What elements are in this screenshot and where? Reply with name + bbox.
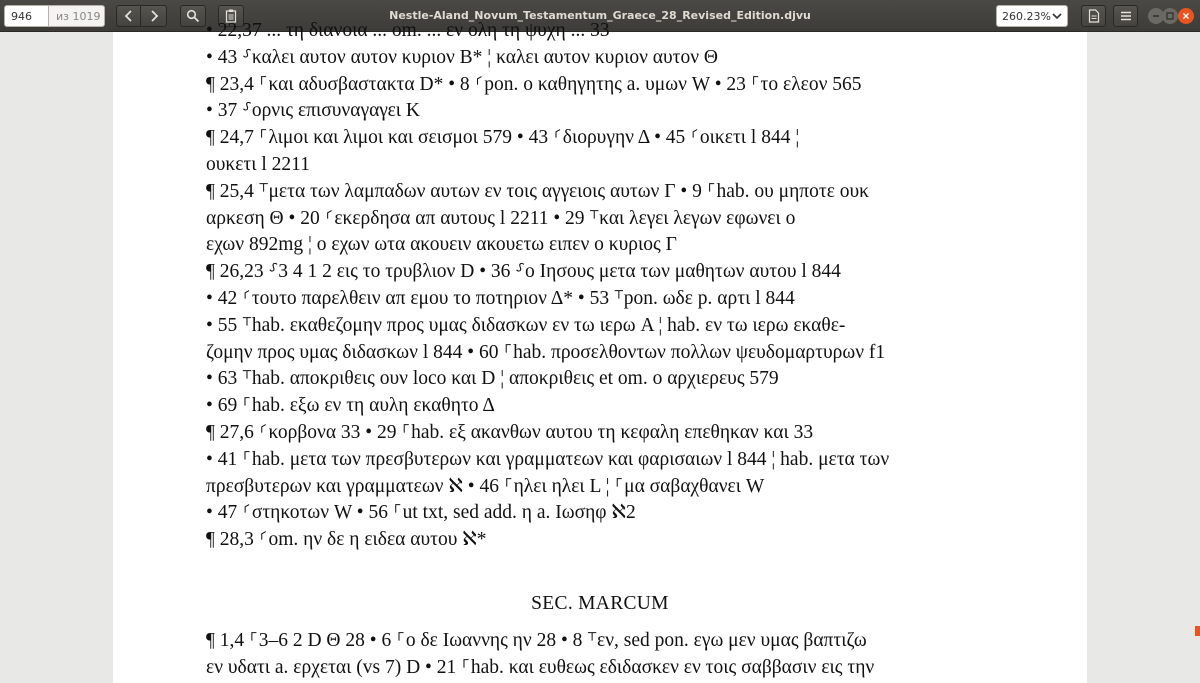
zoom-value: 260.23% — [1002, 10, 1051, 23]
text-line: • 42 ⸂τουτο παρελθειν απ εμου το ποτηριον Δ* • 53 ⸆pon. ωδε p. αρτι l 844 — [206, 288, 795, 309]
text-line: ζομην προς υμας διδασκων l 844 • 60 ⸀hab. προσελθοντων πολλων ψευδομαρτυρων f1 — [206, 341, 886, 363]
close-button[interactable] — [1178, 8, 1194, 24]
text-line: • 55 ⸆hab. εκαθεζομην προς υμας διδασκων εν τω ιερω A ¦ hab. εν τω ιερω εκαθε- — [206, 314, 846, 336]
text-line: εν υδατι a. ερχεται (vs 7) D • 21 ⸀hab. και ευθεως εδιδασκεν εν τοις σαββασιν εις την — [206, 656, 875, 678]
search-button[interactable] — [180, 5, 206, 27]
text-line: • 22,37 ... τη διανοια ... om. ... εν ολη τη ψυχη ... 33 — [206, 20, 610, 41]
close-icon — [1182, 12, 1190, 20]
menu-icon — [1120, 10, 1132, 22]
next-page-button[interactable] — [141, 5, 167, 27]
section-heading: SEC. MARCUM — [531, 593, 669, 614]
window-title: Nestle-Aland_Novum_Testamentum_Graece_28_Revised_Edition.djvu — [389, 9, 811, 22]
maximize-icon — [1166, 12, 1174, 20]
page-total-label: из 1019 — [49, 5, 105, 27]
text-line: ¶ 28,3 ⸂om. ην δε η ειδεα αυτου ℵ* — [206, 529, 487, 551]
text-line: ουκετι l 2211 — [206, 154, 310, 175]
text-line: • 37 ⸉ορνις επισυναγαγει K — [206, 100, 420, 122]
document-icon — [1088, 9, 1100, 23]
text-line: ¶ 1,4 ⸀3–6 2 D Θ 28 • 6 ⸀ο δε Ιωαννης ην 28 • 8 ⸆εν, sed pon. εγω μεν υμας βαπτιζω — [206, 630, 867, 651]
text-line: • 43 ⸉καλει αυτον αυτον κυριον B* ¦ καλει αυτον κυριον αυτον Θ — [206, 46, 718, 68]
document-page — [113, 20, 1087, 683]
previous-page-button[interactable] — [116, 5, 141, 27]
text-line: ¶ 27,6 ⸂κορβονα 33 • 29 ⸀hab. εξ ακανθων αυτου τη κεφαλη επεθηκαν και 33 — [206, 422, 814, 443]
minimize-icon — [1152, 12, 1160, 20]
menu-button[interactable] — [1113, 5, 1138, 27]
text-line: εχων 892mg ¦ ο εχων ωτα ακουειν ακουετω ειπεν ο κυριος Γ — [206, 234, 677, 256]
text-line: ¶ 25,4 ⸆μετα των λαμπαδων αυτων εν τοις αγγειοις αυτων Γ • 9 ⸀hab. ου μηποτε ουκ — [206, 180, 870, 202]
text-line: ¶ 23,4 ⸀και αδυσβαστακτα D* • 8 ⸂pon. ο καθηγητης a. υμων W • 23 ⸀το ελεον 565 — [206, 73, 862, 95]
search-icon — [186, 9, 200, 23]
maximize-button[interactable] — [1162, 8, 1178, 24]
chevron-right-icon — [149, 10, 159, 22]
text-line: ¶ 26,23 ⸉3 4 1 2 εις το τρυβλιον D • 36 ⸉ο Ιησους μετα των μαθητων αυτου l 844 — [206, 261, 841, 283]
chevron-left-icon — [124, 10, 134, 22]
scroll-marker — [1195, 626, 1200, 636]
chevron-down-icon — [1052, 12, 1062, 20]
zoom-select[interactable] — [996, 5, 1068, 27]
text-line: • 41 ⸀hab. μετα των πρεσβυτερων και γραμματεων και φαρισαιων l 844 ¦ hab. μετα των — [206, 448, 890, 470]
text-line: αρκεση Θ • 20 ⸂εκερδησα απ αυτους l 2211 • 29 ⸆και λεγει λεγων εφωνει ο — [206, 207, 796, 229]
text-line: ¶ 24,7 ⸀λιμοι και λιμοι και σεισμοι 579 • 43 ⸂διορυγην Δ • 45 ⸂οικετι l 844 ¦ — [206, 127, 800, 149]
document-properties-button[interactable] — [1081, 5, 1106, 27]
text-line: • 69 ⸀hab. εξω εν τη αυλη εκαθητο Δ — [206, 395, 495, 417]
page-number-input[interactable]: 946 — [4, 5, 49, 27]
text-line: • 63 ⸆hab. αποκριθεις ουν loco και D ¦ αποκριθεις et om. ο αρχιερευς 579 — [206, 368, 779, 390]
text-line: πρεσβυτερων και γραμματεων ℵ • 46 ⸀ηλει ηλει L ¦ ⸀μα σαβαχθανει W — [206, 475, 765, 497]
text-line: • 47 ⸂στηκοτων W • 56 ⸀ut txt, sed add. η a. Ιωσηφ ℵ2 — [206, 502, 636, 524]
